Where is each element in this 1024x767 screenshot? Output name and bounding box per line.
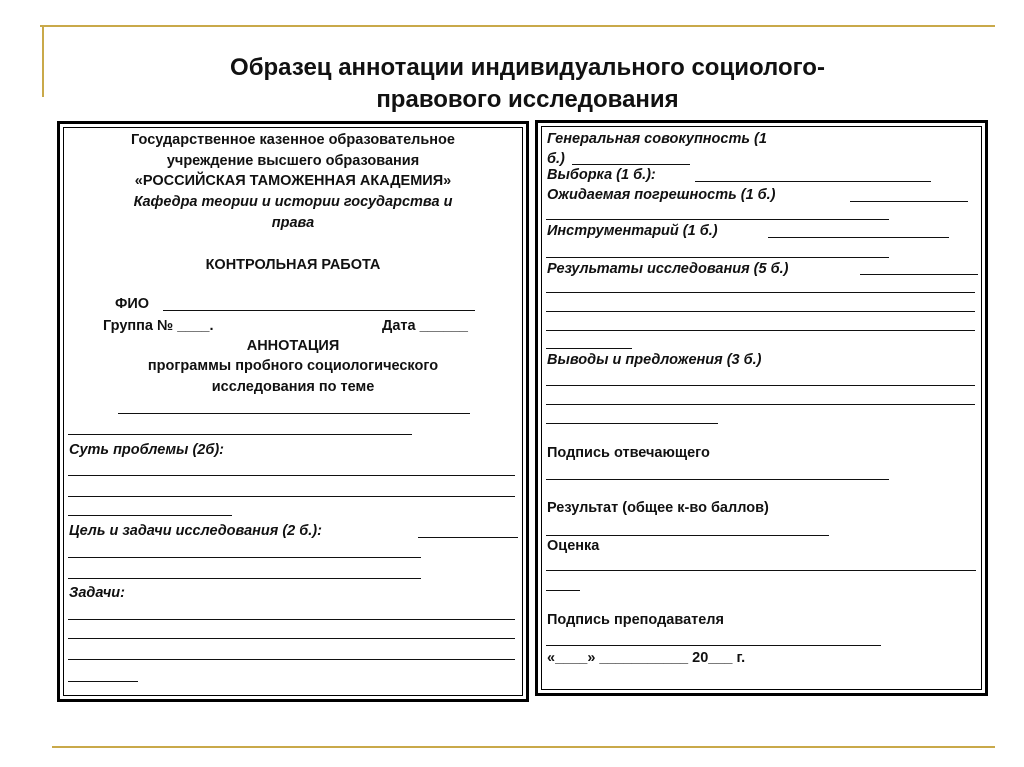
error-line [546, 219, 889, 220]
conclusions-line-3 [546, 423, 718, 424]
grade-line-1 [546, 570, 976, 571]
grade-line-2 [546, 590, 580, 591]
fio-line [163, 310, 475, 311]
decor-top-line [40, 25, 995, 27]
slide-title-line2: правового исследования [376, 86, 679, 113]
tasks-line-4 [68, 681, 138, 682]
tools-label: Инструментарий (1 б.) [547, 223, 718, 239]
program-line-1: программы пробного социологического [147, 358, 439, 374]
respondent-signature-line [546, 479, 889, 480]
total-score-label: Результат (общее к-во баллов) [547, 500, 769, 516]
results-label: Результаты исследования (5 б.) [547, 261, 789, 277]
decor-left-line [42, 25, 44, 97]
program-line-2: исследования по теме [211, 379, 375, 395]
population-line [572, 164, 690, 165]
tasks-line-2 [68, 638, 515, 639]
annotation-title: АННОТАЦИЯ [246, 338, 340, 354]
problem-label: Суть проблемы (2б): [69, 442, 224, 458]
problem-line-2 [68, 496, 515, 497]
tools-line-inline [768, 237, 949, 238]
conclusions-line-1 [546, 385, 975, 386]
sample-line [695, 181, 931, 182]
group-label: Группа № ____. [103, 318, 214, 334]
goal-line-2 [68, 578, 421, 579]
org-line-3: «РОССИЙСКАЯ ТАМОЖЕННАЯ АКАДЕМИЯ» [134, 173, 452, 189]
org-line-2: учреждение высшего образования [166, 153, 420, 169]
population-label-2: б.) [547, 151, 565, 167]
goal-line-inline [418, 537, 518, 538]
tasks-label: Задачи: [69, 585, 125, 601]
grade-label: Оценка [547, 538, 600, 554]
tasks-line-1 [68, 619, 515, 620]
goal-label: Цель и задачи исследования (2 б.): [69, 523, 322, 539]
topic-line-1 [118, 413, 470, 414]
org-line-1: Государственное казенное образовательное [131, 132, 455, 148]
decor-bottom-line [52, 746, 995, 748]
topic-line-2 [68, 434, 412, 435]
results-line-1 [546, 292, 975, 293]
teacher-signature-label: Подпись преподавателя [547, 612, 724, 628]
slide-title [50, 52, 1005, 116]
results-line-inline [860, 274, 978, 275]
date-label: Дата ______ [382, 318, 468, 334]
work-title: КОНТРОЛЬНАЯ РАБОТА [205, 257, 381, 273]
error-label: Ожидаемая погрешность (1 б.) [547, 187, 776, 203]
slide-title-line1: Образец аннотации индивидуального социолого- [230, 54, 825, 81]
respondent-signature-label: Подпись отвечающего [547, 445, 710, 461]
sample-label: Выборка (1 б.): [547, 167, 656, 183]
teacher-signature-line [546, 645, 881, 646]
error-line-inline [850, 201, 968, 202]
annotation-form-right [535, 120, 988, 696]
fio-label: ФИО [115, 296, 150, 312]
population-label-1: Генеральная совокупность (1 [547, 131, 767, 147]
results-line-4 [546, 348, 632, 349]
conclusions-line-2 [546, 404, 975, 405]
conclusions-label: Выводы и предложения (3 б.) [547, 352, 762, 368]
problem-line-1 [68, 475, 515, 476]
results-line-3 [546, 330, 975, 331]
total-score-line [546, 535, 829, 536]
dept-line-1: Кафедра теории и истории государства и [133, 194, 453, 210]
tools-line [546, 257, 889, 258]
problem-line-3 [68, 515, 232, 516]
goal-line-1 [68, 557, 421, 558]
tasks-line-3 [68, 659, 515, 660]
date-signature-line: «____» ___________ 20___ г. [547, 650, 746, 666]
dept-line-2: права [271, 215, 315, 231]
results-line-2 [546, 311, 975, 312]
